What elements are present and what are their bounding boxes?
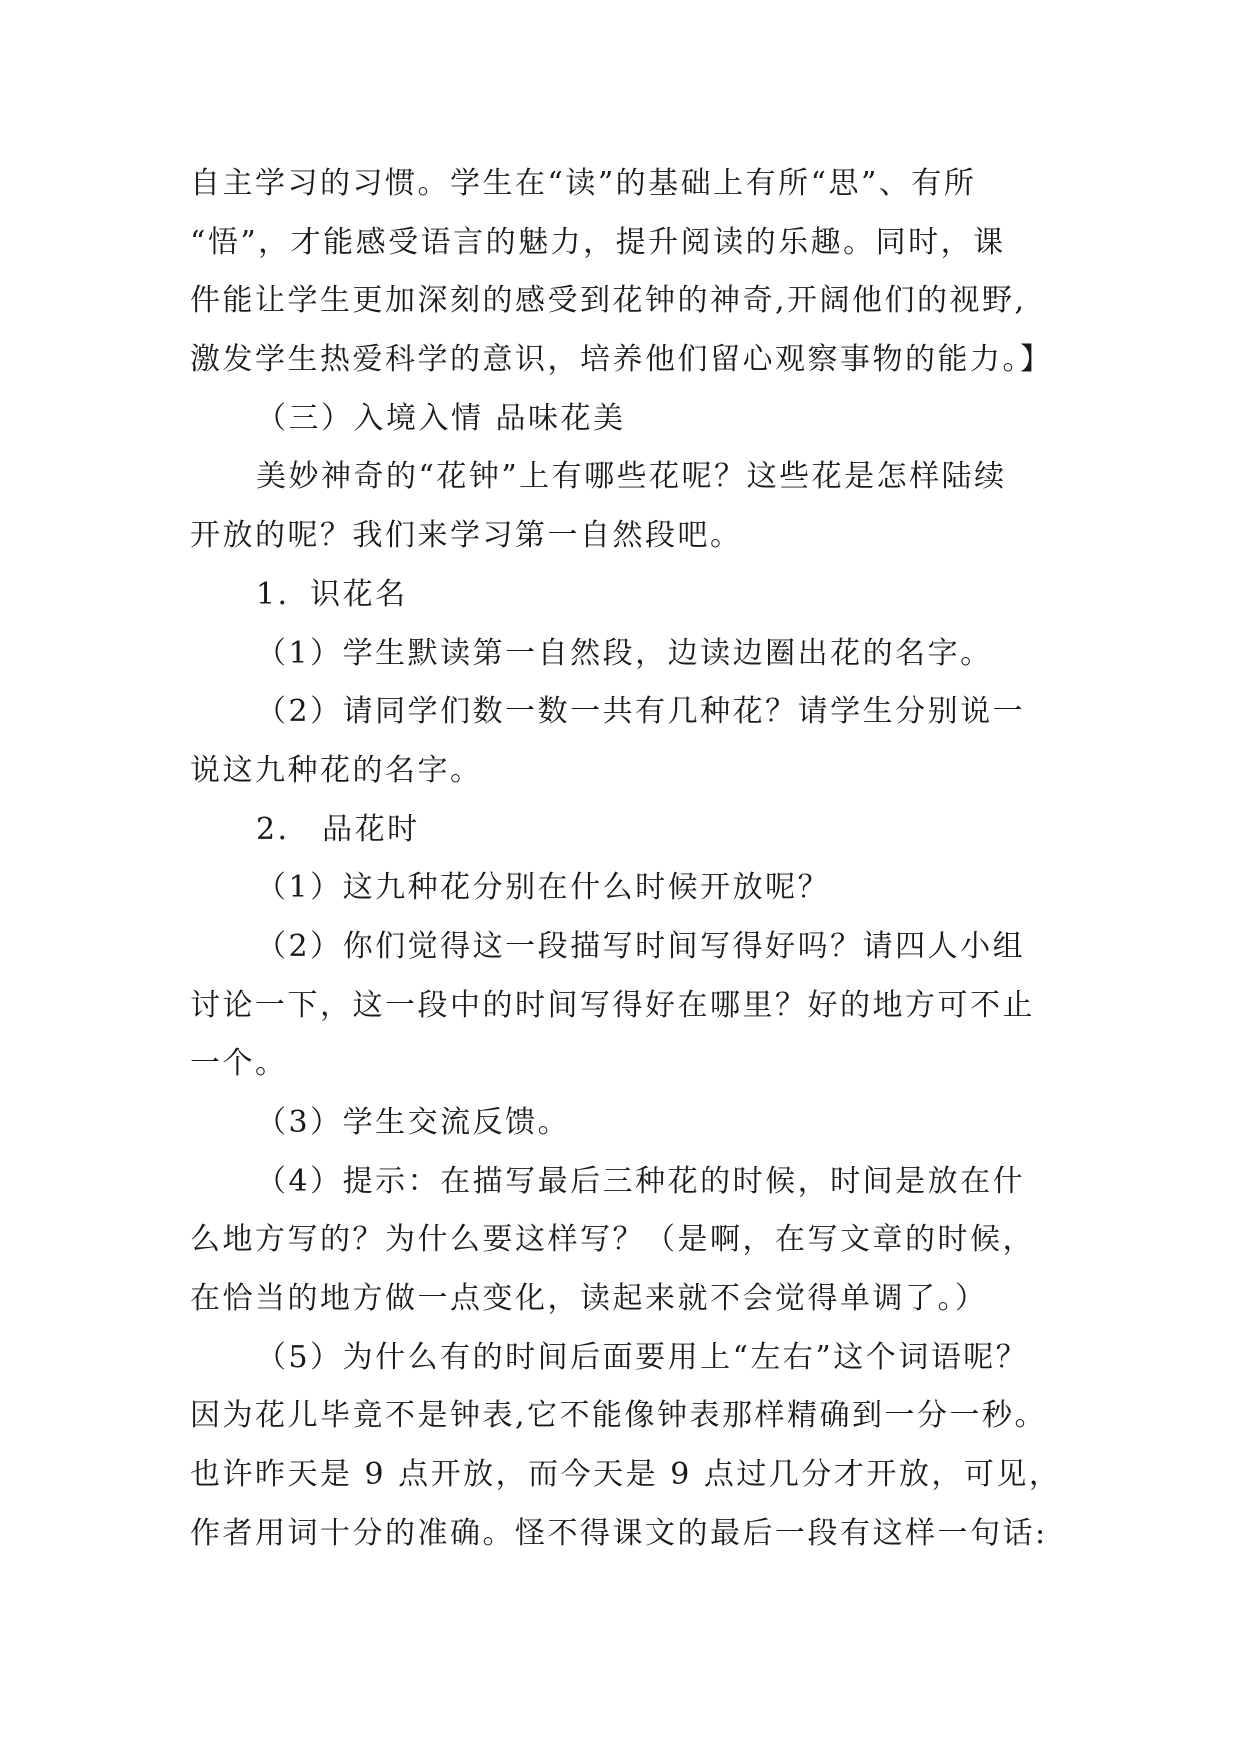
text-line: 件能让学生更加深刻的感受到花钟的神奇,开阔他们的视野, bbox=[190, 283, 1027, 318]
section-heading: （三）入境入情 品味花美 bbox=[256, 401, 626, 436]
text-line: “悟”，才能感受语言的魅力，提升阅读的乐趣。同时，课 bbox=[190, 225, 1006, 260]
text-line: 因为花儿毕竟不是钟表,它不能像钟表那样精确到一分一秒。 bbox=[190, 1398, 1048, 1433]
text-line: 开放的呢？我们来学习第一自然段吧。 bbox=[190, 518, 743, 553]
text-line: 激发学生热爱科学的意识，培养他们留心观察事物的能力。】 bbox=[190, 342, 1053, 377]
subsection-heading: 1．识花名 bbox=[256, 577, 408, 612]
text-line: （1）这九种花分别在什么时候开放呢？ bbox=[256, 870, 831, 905]
text-line: 自主学习的习惯。学生在“读”的基础上有所“思”、有所 bbox=[190, 166, 977, 201]
text-line: （5）为什么有的时间后面要用上“左右”这个词语呢？ bbox=[256, 1340, 1029, 1375]
text-line: 也许昨天是 9 点开放，而今天是 9 点过几分才开放，可见， bbox=[190, 1457, 1062, 1492]
text-line: 作者用词十分的准确。怪不得课文的最后一段有这样一句话: bbox=[190, 1516, 1048, 1551]
text-line: 美妙神奇的“花钟”上有哪些花呢？这些花是怎样陆续 bbox=[256, 459, 1007, 494]
text-line: （2）你们觉得这一段描写时间写得好吗？请四人小组 bbox=[256, 929, 1026, 964]
text-line: 一个。 bbox=[190, 1046, 288, 1081]
text-line: 么地方写的？为什么要这样写？（是啊，在写文章的时候， bbox=[190, 1222, 1035, 1257]
text-line: （3）学生交流反馈。 bbox=[256, 1105, 571, 1140]
text-line: （2）请同学们数一数一共有几种花？请学生分别说一 bbox=[256, 694, 1026, 729]
text-line: 说这九种花的名字。 bbox=[190, 753, 483, 788]
subsection-heading: 2． 品花时 bbox=[256, 812, 420, 847]
text-line: 在恰当的地方做一点变化，读起来就不会觉得单调了。） bbox=[190, 1281, 988, 1316]
text-line: （4）提示：在描写最后三种花的时候，时间是放在什 bbox=[256, 1164, 1026, 1199]
text-line: 讨论一下，这一段中的时间写得好在哪里？好的地方可不止 bbox=[190, 988, 1035, 1023]
text-line: （1）学生默读第一自然段，边读边圈出花的名字。 bbox=[256, 636, 993, 671]
